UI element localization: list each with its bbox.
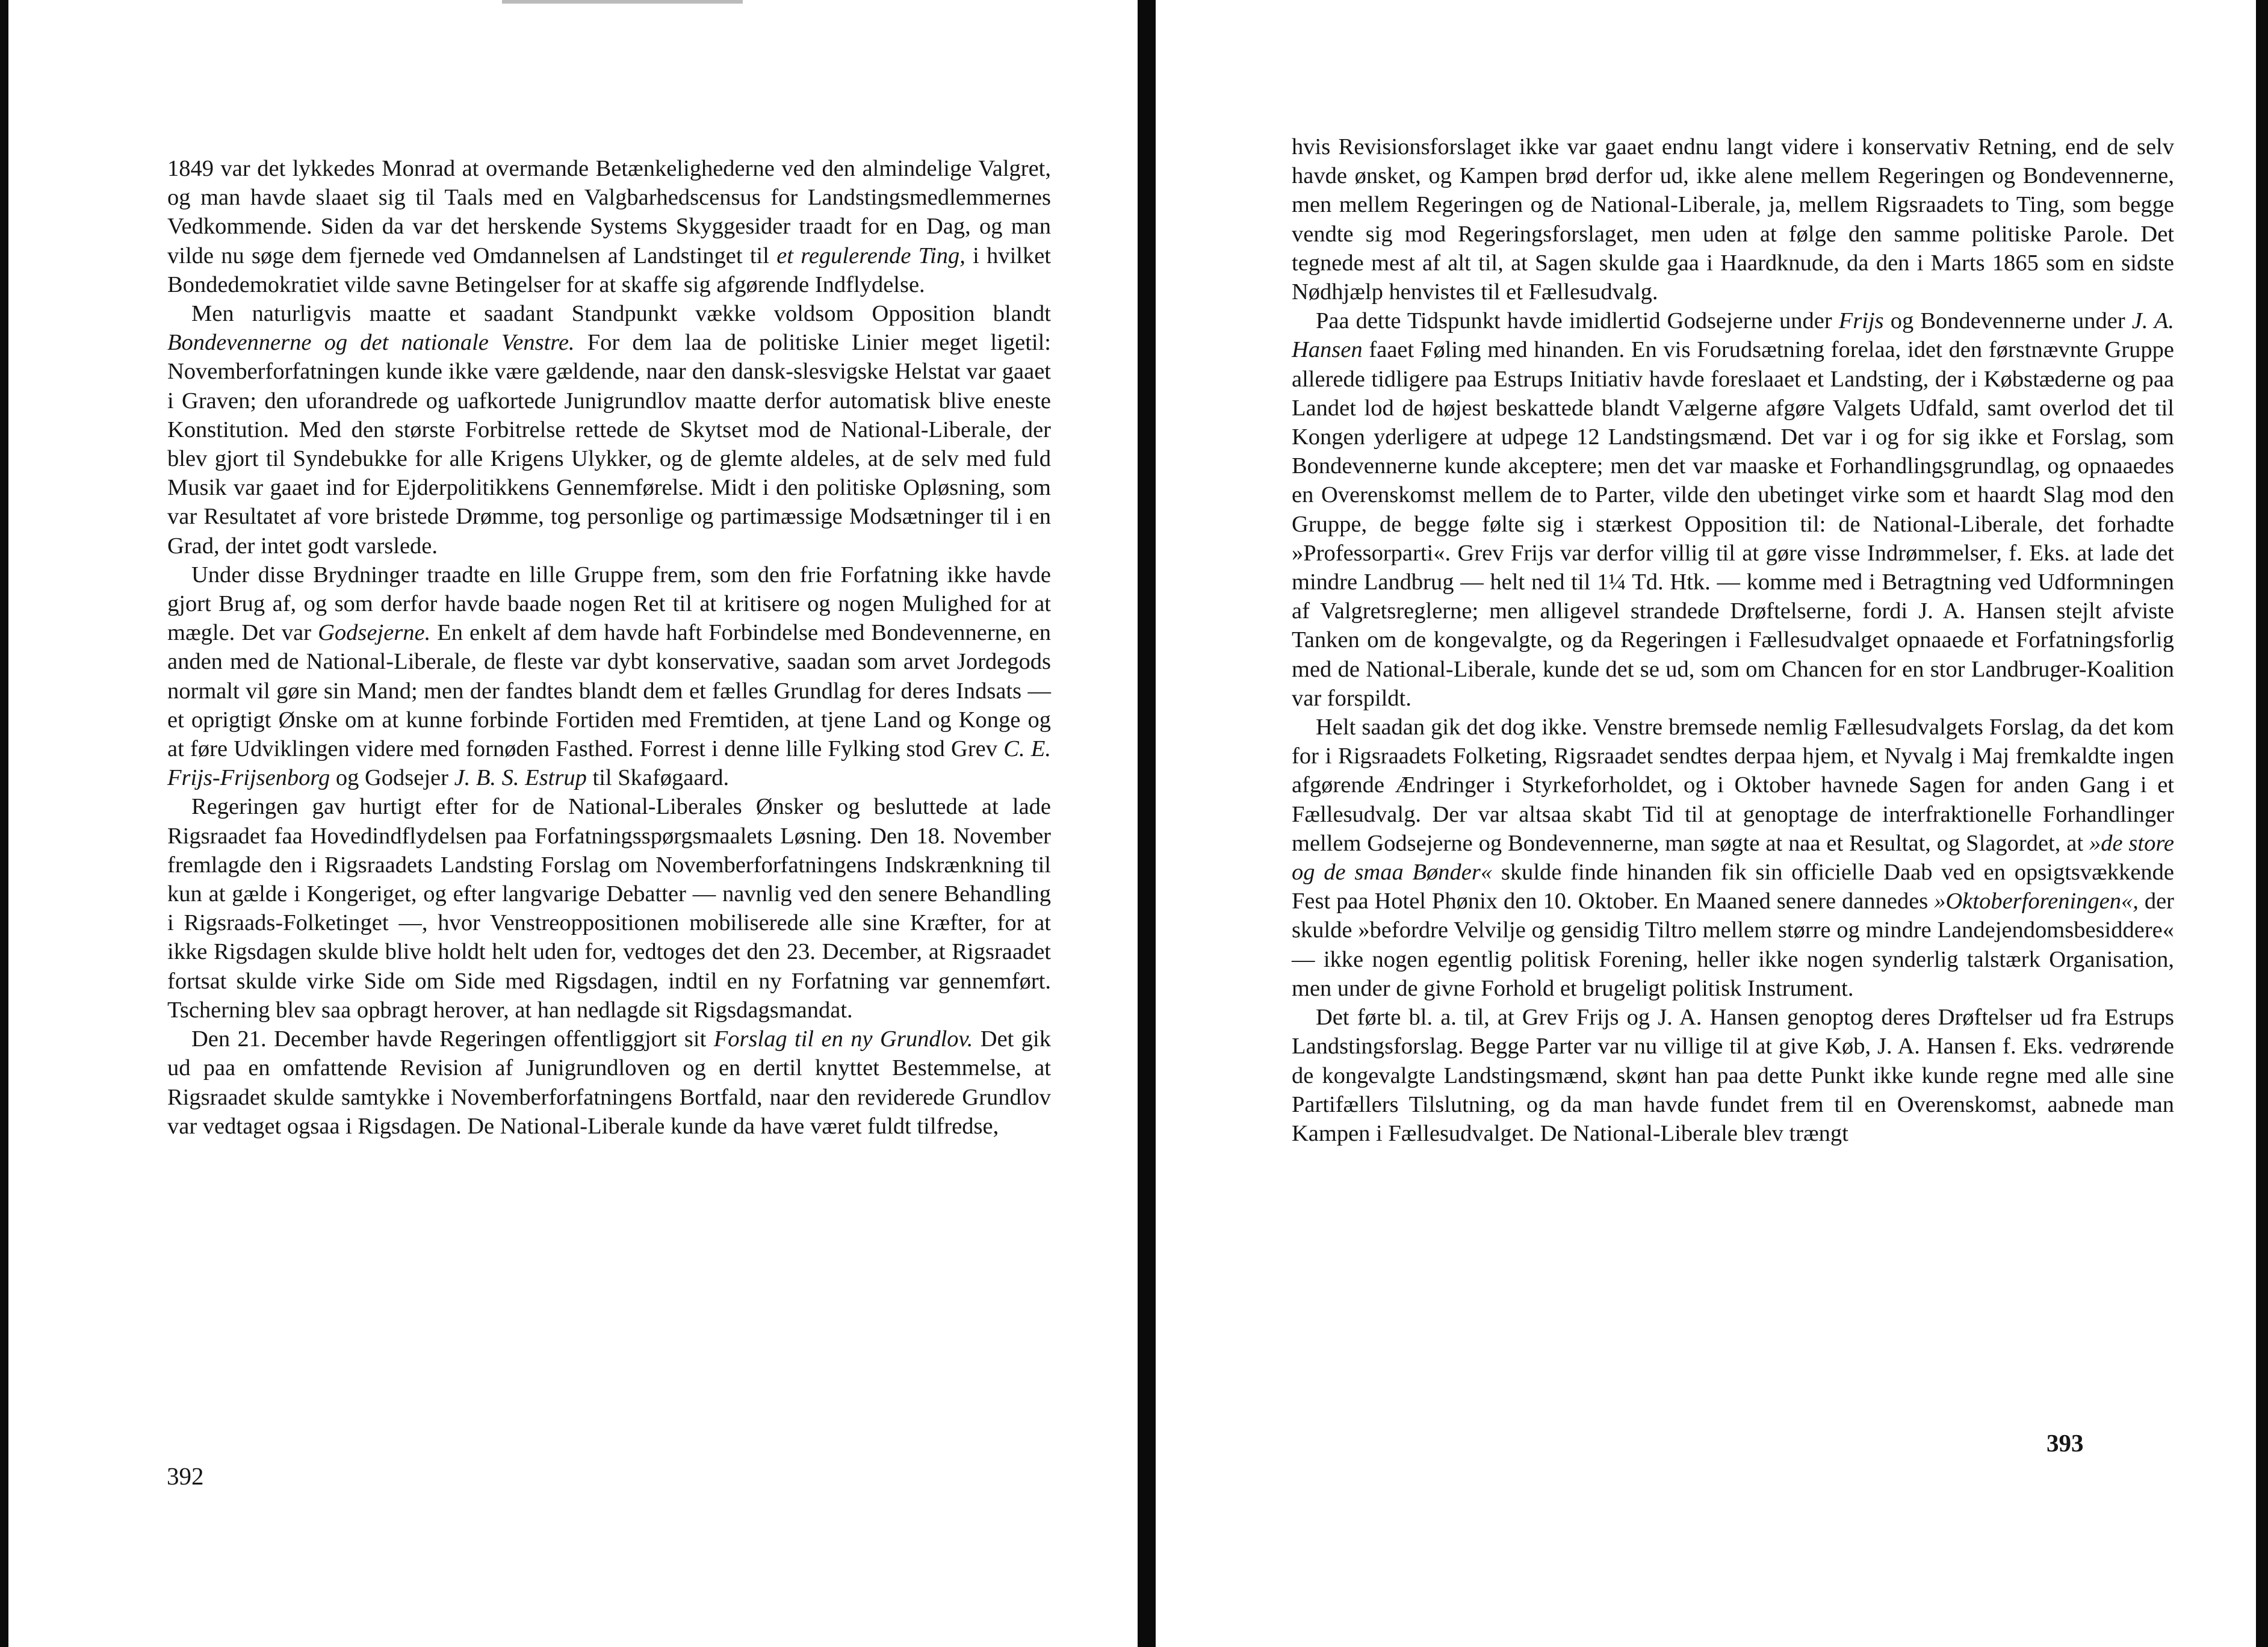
text-run: Det gik ud paa en omfattende Revision af Junigrundloven og en dertil knyttet Bestemmelse, at Rigsraadet skulde samtykke i Novemberforfatningens Bortfald, naar den reviderede Grundlov var vedtaget ogsaa i Rigsdagen. De National-Liberale kunde da have været fuldt tilfredse,	[167, 1026, 1051, 1139]
italic-text-run: »Oktoberforeningen«,	[1934, 889, 2139, 914]
text-run: En enkelt af dem havde haft Forbindelse med Bondevennerne, en anden med de National-Liberale, de fleste var dybt konservative, saadan som arvet Jordegods normalt vil gøre sin Mand; men der fandtes blandt dem et fælles Grundlag for deres Indsats — et oprigtigt Ønske om at kunne forbinde Fortiden med Fremtiden, at tjene Land og Konge og at føre Udviklingen videre med fornøden Fasthed. Forrest i denne lille Fylking stod Grev	[167, 620, 1051, 762]
paragraph	[1292, 1003, 2174, 1148]
text-run: hvis Revisionsforslaget ikke var gaaet endnu langt videre i konservativ Retning, end de selv havde ønsket, og Kampen brød derfor ud, ikke alene mellem Regeringen og Bondevennerne, men mellem Regeringen og de National-Liberale, ja, mellem Rigsraadets to Ting, som begge vendte sig mod Regeringsforslaget, men uden at følge den samme politiske Parole. Det tegnede mest af alt til, at Sagen skulde gaa i Haardknude, da den i Marts 1865 som en sidste Nødhjælp henvistes til et Fællesudvalg.	[1292, 134, 2174, 305]
paragraph	[167, 154, 1051, 299]
italic-text-run: Godsejerne.	[318, 620, 431, 646]
paragraph	[1292, 306, 2174, 713]
italic-text-run: Forslag til en ny Grundlov.	[713, 1026, 973, 1052]
text-run: Helt saadan gik det dog ikke. Venstre bremsede nemlig Fællesudvalgets Forslag, da det kom for i Rigsraadets Folketing, Rigsraadet sendtes derpaa hjem, et Nyvalg i Maj fremkaldte ingen afgørende Ændringer i Styrkeforholdet, og i Oktober havnede Sagen for anden Gang i et Fællesudvalg. Der var altsaa skabt Tid til at genoptage de interfraktionelle Forhandlinger mellem Godsejerne og Bondevennerne, man søgte at naa et Resultat, og Slagordet, at	[1292, 715, 2174, 856]
right-page	[1156, 0, 2256, 1647]
italic-text-run: C. E. Frijs-Frijsenborg	[167, 736, 1051, 791]
text-run: i hvilket Bondedemokratiet vilde savne Betingelser for at skaffe sig afgørende Indflydelse.	[167, 243, 1051, 297]
text-run: 1849 var det lykkedes Monrad at overmande Betænkelighederne ved den almindelige Valgret, og man havde slaaet sig til Taals med en Valgbarhedscensus for Landstingsmedlemmernes Vedkommende. Siden da var det herskende Systems Skyggesider traadt for en Dag, og man vilde nu søge dem fjernede ved Omdannelsen af Landstinget til	[167, 156, 1051, 268]
text-run: faaet Føling med hinanden. En vis Forudsætning forelaa, idet den førstnævnte Gruppe allerede tidligere paa Estrups Initiativ havde foreslaaet et Landsting, der i Købstæderne og paa Landet lod de højest beskattede blandt Vælgerne afgøre Valgets Udfald, samt overlod det til Kongen yderligere at udpege 12 Landstingsmænd. Det var i og for sig ikke et Forslag, som Bondevennerne kunde akceptere; men det var maaske et Forhandlingsgrundlag, og opnaaedes en Overenskomst mellem de to Parter, vilde den ubetinget virke som et haardt Slag mod den Gruppe, de begge følte sig i stærkest Opposition til: de National-Liberale, det forhadte »Professorparti«. Grev Frijs var derfor villig til at gøre visse Indrømmelser, f. Eks. at lade det mindre Landbrug — helt ned til 1¼ Td. Htk. — komme med i Betragtning ved Udformningen af Valgretsreglerne; men alligevel strandede Drøftelserne, fordi J. A. Hansen stejlt afviste Tanken om de kongevalgte, og da Regeringen i Fællesudvalget opnaaede et Forfatningsforlig med de National-Liberale, kunde det se ud, som om Chancen for en stor Landbruger-Koalition var forspildt.	[1292, 337, 2174, 711]
italic-text-run: Frijs	[1838, 308, 1884, 334]
right-page-number: 393	[2046, 1429, 2084, 1457]
paragraph	[167, 560, 1051, 793]
text-run: skulde finde hinanden fik sin officielle Daab ved en opsigtsvækkende Fest paa Hotel Phønix den 10. Oktober. En Maaned senere dannedes	[1292, 860, 2174, 914]
paragraph	[1292, 132, 2174, 306]
text-run: Under disse Brydninger traadte en lille Gruppe frem, som den frie Forfatning ikke havde gjort Brug af, og som derfor havde baade nogen Ret til at kritisere og nogen Mulighed for at mægle. Det var	[167, 562, 1051, 646]
text-run: og Bondevennerne under	[1883, 308, 2132, 334]
italic-text-run: J. A. Hansen	[1292, 308, 2174, 363]
paragraph	[167, 1025, 1051, 1141]
italic-text-run: et regulerende Ting,	[776, 243, 965, 268]
paragraph	[167, 792, 1051, 1025]
text-run: Paa dette Tidspunkt havde imidlertid Godsejerne under	[1316, 308, 1839, 334]
text-run: Regeringen gav hurtigt efter for de National-Liberales Ønsker og besluttede at lade Rigsraadet faa Hovedindflydelsen paa Forfatningsspørgsmaalets Løsning. Den 18. November fremlagde den i Rigsraadets Landsting Forslag om Novemberforfatningens Indskrænkning til kun at gælde i Kongeriget, og efter langvarige Debatter — navnlig ved den senere Behandling i Rigsraads-Folketinget —, hvor Venstreoppositionen mobiliserede alle sine Kræfter, for at ikke Rigsdagen skulde blive holdt helt uden for, vedtoges det den 23. December, at Rigsraadet fortsat skulde virke Side om Side med Rigsdagen, indtil en ny Forfatning var gennemført. Tscherning blev saa opbragt herover, at han nedlagde sit Rigsdagsmandat.	[167, 794, 1051, 1023]
italic-text-run: »de store og de smaa Bønder«	[1292, 830, 2174, 886]
text-run: der skulde »befordre Velvilje og gensidig Tiltro mellem større og mindre Landejendomsbesiddere« — ikke nogen egentlig politisk Forening, heller ikke nogen synderlig talstærk Organisation, men under de givne Forhold et brugeligt politisk Instrument.	[1292, 889, 2174, 1001]
text-run: For dem laa de politiske Linier meget ligetil: Novemberforfatningen kunde ikke være gældende, naar den dansk-slesvigske Helstat var gaaet i Graven; den uforandrede og uafkortede Junigrundlov maatte derfor automatisk blive eneste Konstitution. Med den største Forbitrelse rettede de Skytset mod de National-Liberale, der blev gjort til Syndebukke for alle Krigens Ulykker, og de glemte aldeles, at de selv med fuld Musik var gaaet ind for Ejderpolitikkens Gennemførelse. Midt i den politiske Opløsning, som var Resultatet af vore bristede Drømme, tog personlige og partimæssige Modsætninger til i en Grad, der intet godt varslede.	[167, 330, 1051, 559]
page-edge-mark	[502, 0, 743, 4]
left-page-number: 392	[167, 1462, 204, 1490]
text-run: Det førte bl. a. til, at Grev Frijs og J. A. Hansen genoptog deres Drøftelser ud fra Estrups Landstingsforslag. Begge Parter var nu villige til at give Køb, J. A. Hansen f. Eks. vedrørende de kongevalgte Landstingsmænd, skønt han paa dette Punkt ikke kunde regne med alle sine Partifællers Tilslutning, og da man havde fundet frem til en Overenskomst, aabnede man Kampen i Fællesudvalget. De National-Liberale blev trængt	[1292, 1005, 2174, 1146]
text-run: Men naturligvis maatte et saadant Standpunkt vække voldsom Opposition blandt	[191, 301, 1051, 327]
left-page-body	[167, 154, 1051, 1141]
right-page-body	[1292, 132, 2174, 1148]
italic-text-run: J. B. S. Estrup	[454, 765, 587, 791]
italic-text-run: Bondevennerne og det nationale Venstre.	[167, 330, 575, 356]
paragraph	[1292, 713, 2174, 1003]
text-run: Den 21. December havde Regeringen offentliggjort sit	[191, 1026, 714, 1052]
paragraph	[167, 299, 1051, 560]
text-run: og Godsejer	[330, 765, 454, 791]
left-page	[8, 0, 1138, 1647]
text-run: til Skaføgaard.	[586, 765, 730, 791]
